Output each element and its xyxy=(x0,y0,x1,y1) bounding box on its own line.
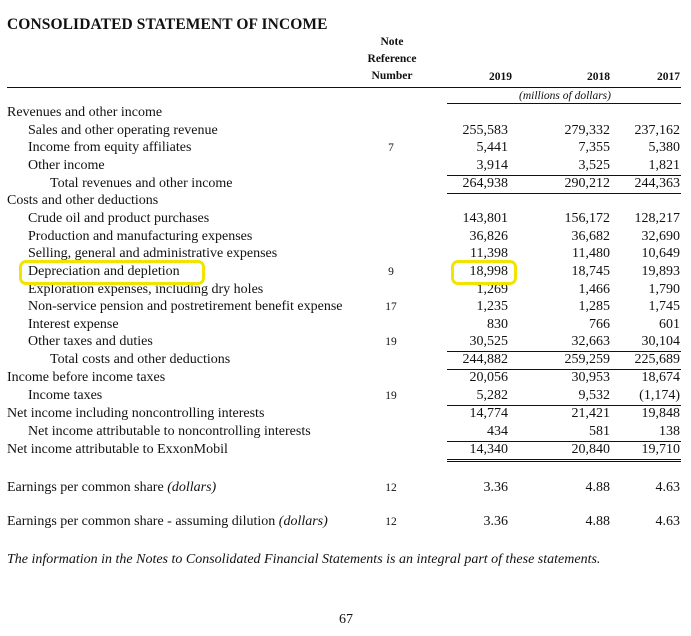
value-2019: 36,826 xyxy=(469,229,508,244)
units-rule xyxy=(447,103,681,104)
header-rule xyxy=(7,87,681,88)
total-rule-top xyxy=(447,459,681,460)
value-2017: 19,893 xyxy=(641,264,680,279)
value-2018: 36,682 xyxy=(571,229,610,244)
value-2017: 19,848 xyxy=(641,406,680,421)
row-label: Other income xyxy=(28,158,105,173)
value-2018: 18,745 xyxy=(571,264,610,279)
value-2019: 3.36 xyxy=(483,480,508,495)
value-2018: 32,663 xyxy=(571,334,610,349)
row-label: Costs and other deductions xyxy=(7,193,159,208)
value-2018: 21,421 xyxy=(571,406,610,421)
value-2017: 5,380 xyxy=(648,140,680,155)
table-row xyxy=(0,406,691,424)
value-2019: 434 xyxy=(487,424,508,439)
eps-row xyxy=(0,480,691,498)
year-header-2017: 2017 xyxy=(657,71,680,83)
value-2018: 279,332 xyxy=(564,123,610,138)
note-ref: 19 xyxy=(385,390,397,402)
note-ref: 9 xyxy=(388,266,394,278)
value-2018: 4.88 xyxy=(585,480,610,495)
note-reference-header-line2: Reference xyxy=(367,53,417,65)
value-2019: 255,583 xyxy=(462,123,508,138)
row-label: Interest expense xyxy=(28,317,119,332)
eps-label: Earnings per common share xyxy=(7,480,168,495)
row-label: Total revenues and other income xyxy=(50,176,233,191)
value-2018: 9,532 xyxy=(578,388,610,403)
eps-diluted-row xyxy=(0,514,691,532)
value-2019: 3,914 xyxy=(476,158,508,173)
value-2019: 11,398 xyxy=(470,246,508,261)
value-2017: 1,790 xyxy=(648,282,680,297)
value-2019: 1,269 xyxy=(476,282,508,297)
table-row xyxy=(0,229,691,247)
value-2019: 3.36 xyxy=(483,514,508,529)
value-2018: 766 xyxy=(589,317,610,332)
table-row xyxy=(0,424,691,442)
value-2019: 143,801 xyxy=(462,211,508,226)
row-label: Selling, general and administrative expenses xyxy=(28,246,278,261)
value-2018: 4.88 xyxy=(585,514,610,529)
value-2018: 30,953 xyxy=(571,370,610,385)
table-row xyxy=(0,105,691,123)
value-2017: 4.63 xyxy=(655,480,680,495)
highlight-box-label xyxy=(19,260,205,285)
year-header-2019: 2019 xyxy=(489,71,512,83)
value-2018: 290,212 xyxy=(564,176,610,191)
table-row xyxy=(0,176,691,194)
value-2017: 18,674 xyxy=(641,370,680,385)
row-label: Depreciation and depletion xyxy=(28,264,180,279)
value-2017: 1,821 xyxy=(648,158,680,173)
row-label: Total costs and other deductions xyxy=(50,352,231,367)
value-2018: 7,355 xyxy=(578,140,610,155)
value-2018: 3,525 xyxy=(578,158,610,173)
row-label: Production and manufacturing expenses xyxy=(28,229,253,244)
table-row xyxy=(0,158,691,176)
value-2019: 18,998 xyxy=(469,264,508,279)
value-2019: 5,282 xyxy=(476,388,508,403)
row-label: Sales and other operating revenue xyxy=(28,123,218,138)
table-row xyxy=(0,370,691,388)
value-2017: 138 xyxy=(659,424,680,439)
table-row xyxy=(0,442,691,460)
table-row xyxy=(0,123,691,141)
table-row xyxy=(0,299,691,317)
value-2019: 5,441 xyxy=(476,140,508,155)
value-2017: 30,104 xyxy=(641,334,680,349)
eps-unit: (dollars) xyxy=(167,480,217,495)
value-2017: 4.63 xyxy=(655,514,680,529)
row-label: Non-service pension and postretirement benefit expense xyxy=(28,299,343,314)
value-2019: 14,774 xyxy=(469,406,508,421)
note-ref: 17 xyxy=(385,301,397,313)
table-row xyxy=(0,352,691,370)
row-label: Crude oil and product purchases xyxy=(28,211,210,226)
total-rule-bottom xyxy=(447,461,681,462)
value-2018: 259,259 xyxy=(564,352,610,367)
footnote: The information in the Notes to Consolidated Financial Statements is an integral part of these statements. xyxy=(7,552,601,567)
row-label: Income before income taxes xyxy=(7,370,166,385)
eps-label: Earnings per common share - assuming dilution xyxy=(7,514,279,529)
value-2019: 1,235 xyxy=(476,299,508,314)
table-row xyxy=(0,193,691,211)
value-2019: 244,882 xyxy=(462,352,508,367)
value-2017: 601 xyxy=(659,317,680,332)
value-2017: (1,174) xyxy=(639,388,680,403)
row-label: Net income attributable to noncontrolling interests xyxy=(28,424,311,439)
row-label: Net income attributable to ExxonMobil xyxy=(7,442,228,457)
note-ref: 7 xyxy=(388,142,394,154)
value-2018: 581 xyxy=(589,424,610,439)
highlight-box-value xyxy=(451,260,517,285)
note-reference-header-line1: Note xyxy=(380,36,404,48)
value-2017: 32,690 xyxy=(641,229,680,244)
row-label: Exploration expenses, including dry holes xyxy=(28,282,264,297)
page-number: 67 xyxy=(339,612,353,627)
value-2017: 244,363 xyxy=(634,176,680,191)
units-caption: (millions of dollars) xyxy=(518,90,611,102)
note-reference-header-line3: Number xyxy=(371,70,413,82)
value-2017: 128,217 xyxy=(634,211,680,226)
table-row xyxy=(0,211,691,229)
value-2017: 1,745 xyxy=(648,299,680,314)
value-2019: 14,340 xyxy=(469,442,508,457)
table-row xyxy=(0,140,691,158)
eps-unit: (dollars) xyxy=(278,514,328,529)
value-2019: 264,938 xyxy=(462,176,508,191)
table-row xyxy=(0,317,691,335)
table-row xyxy=(0,388,691,406)
value-2018: 11,480 xyxy=(572,246,610,261)
table-row xyxy=(0,334,691,352)
value-2017: 225,689 xyxy=(634,352,680,367)
statement-title: CONSOLIDATED STATEMENT OF INCOME xyxy=(7,16,328,33)
row-label: Other taxes and duties xyxy=(28,334,153,349)
row-label: Revenues and other income xyxy=(7,105,163,120)
value-2017: 19,710 xyxy=(641,442,680,457)
value-2018: 156,172 xyxy=(564,211,610,226)
note-ref: 12 xyxy=(385,516,397,528)
value-2019: 30,525 xyxy=(469,334,508,349)
note-ref: 12 xyxy=(385,482,397,494)
value-2017: 10,649 xyxy=(641,246,680,261)
note-ref: 19 xyxy=(385,336,397,348)
row-label: Income from equity affiliates xyxy=(28,140,192,155)
value-2017: 237,162 xyxy=(634,123,680,138)
year-header-2018: 2018 xyxy=(587,71,610,83)
row-label: Income taxes xyxy=(28,388,103,403)
value-2018: 1,285 xyxy=(578,299,610,314)
value-2018: 20,840 xyxy=(571,442,610,457)
value-2019: 20,056 xyxy=(469,370,508,385)
value-2019: 830 xyxy=(487,317,508,332)
value-2018: 1,466 xyxy=(578,282,610,297)
row-label: Net income including noncontrolling interests xyxy=(7,406,265,421)
